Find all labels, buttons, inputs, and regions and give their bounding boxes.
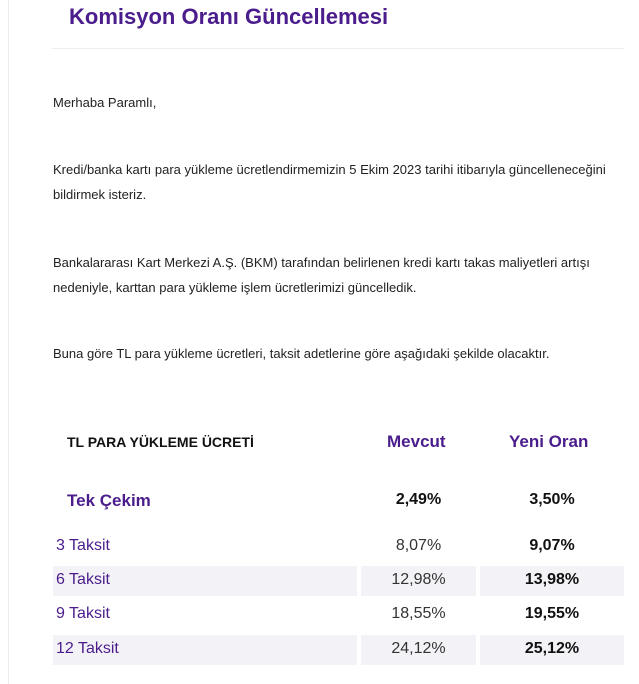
row-label: Tek Çekim [67,491,151,510]
table-row-tek-cekim [53,486,624,516]
row-current-rate: 2,49% [395,491,442,508]
table-header-current: Mevcut [387,432,446,451]
table-header-new: Yeni Oran [509,432,589,451]
table-row-12-taksit [53,635,624,665]
table-row-3-taksit [53,532,624,562]
row-new-rate: 13,98% [524,571,580,588]
paragraph-update-date: Kredi/banka kartı para yükleme ücretlendirmemizin 5 Ekim 2023 tarihi itibarıyla güncelleneceğini bildirmek isteriz. [53,162,606,202]
email-title: Komisyon Oranı Güncellemesi [69,4,389,29]
row-current-rate: 12,98% [391,571,446,588]
left-divider [8,0,9,684]
row-label: 12 Taksit [56,640,119,657]
row-current-rate: 8,07% [395,537,442,554]
row-label: 3 Taksit [56,537,110,554]
table-row-9-taksit [53,600,624,630]
row-new-rate: 3,50% [529,491,575,508]
row-new-rate: 19,55% [524,605,580,622]
table-header-label: TL PARA YÜKLEME ÜCRETİ [67,434,254,450]
email-header [52,0,624,49]
row-current-rate: 24,12% [391,640,446,657]
paragraph-fee-intro: Buna göre TL para yükleme ücretleri, taksit adetlerine göre aşağıdaki şekilde olacaktır. [53,346,550,361]
paragraph-bkm-reason: Bankalararası Kart Merkezi A.Ş. (BKM) tarafından belirlenen kredi kartı takas maliyetleri artışı nedeniyle, karttan para yükleme işlem ücretlerimizi güncelledik. [53,255,590,295]
row-label: 9 Taksit [56,605,110,622]
greeting-text: Merhaba Paramlı, [53,95,157,110]
row-new-rate: 25,12% [524,640,580,657]
table-row-6-taksit [53,566,624,596]
row-new-rate: 9,07% [529,537,575,554]
row-label: 6 Taksit [56,571,110,588]
row-current-rate: 18,55% [391,605,446,622]
